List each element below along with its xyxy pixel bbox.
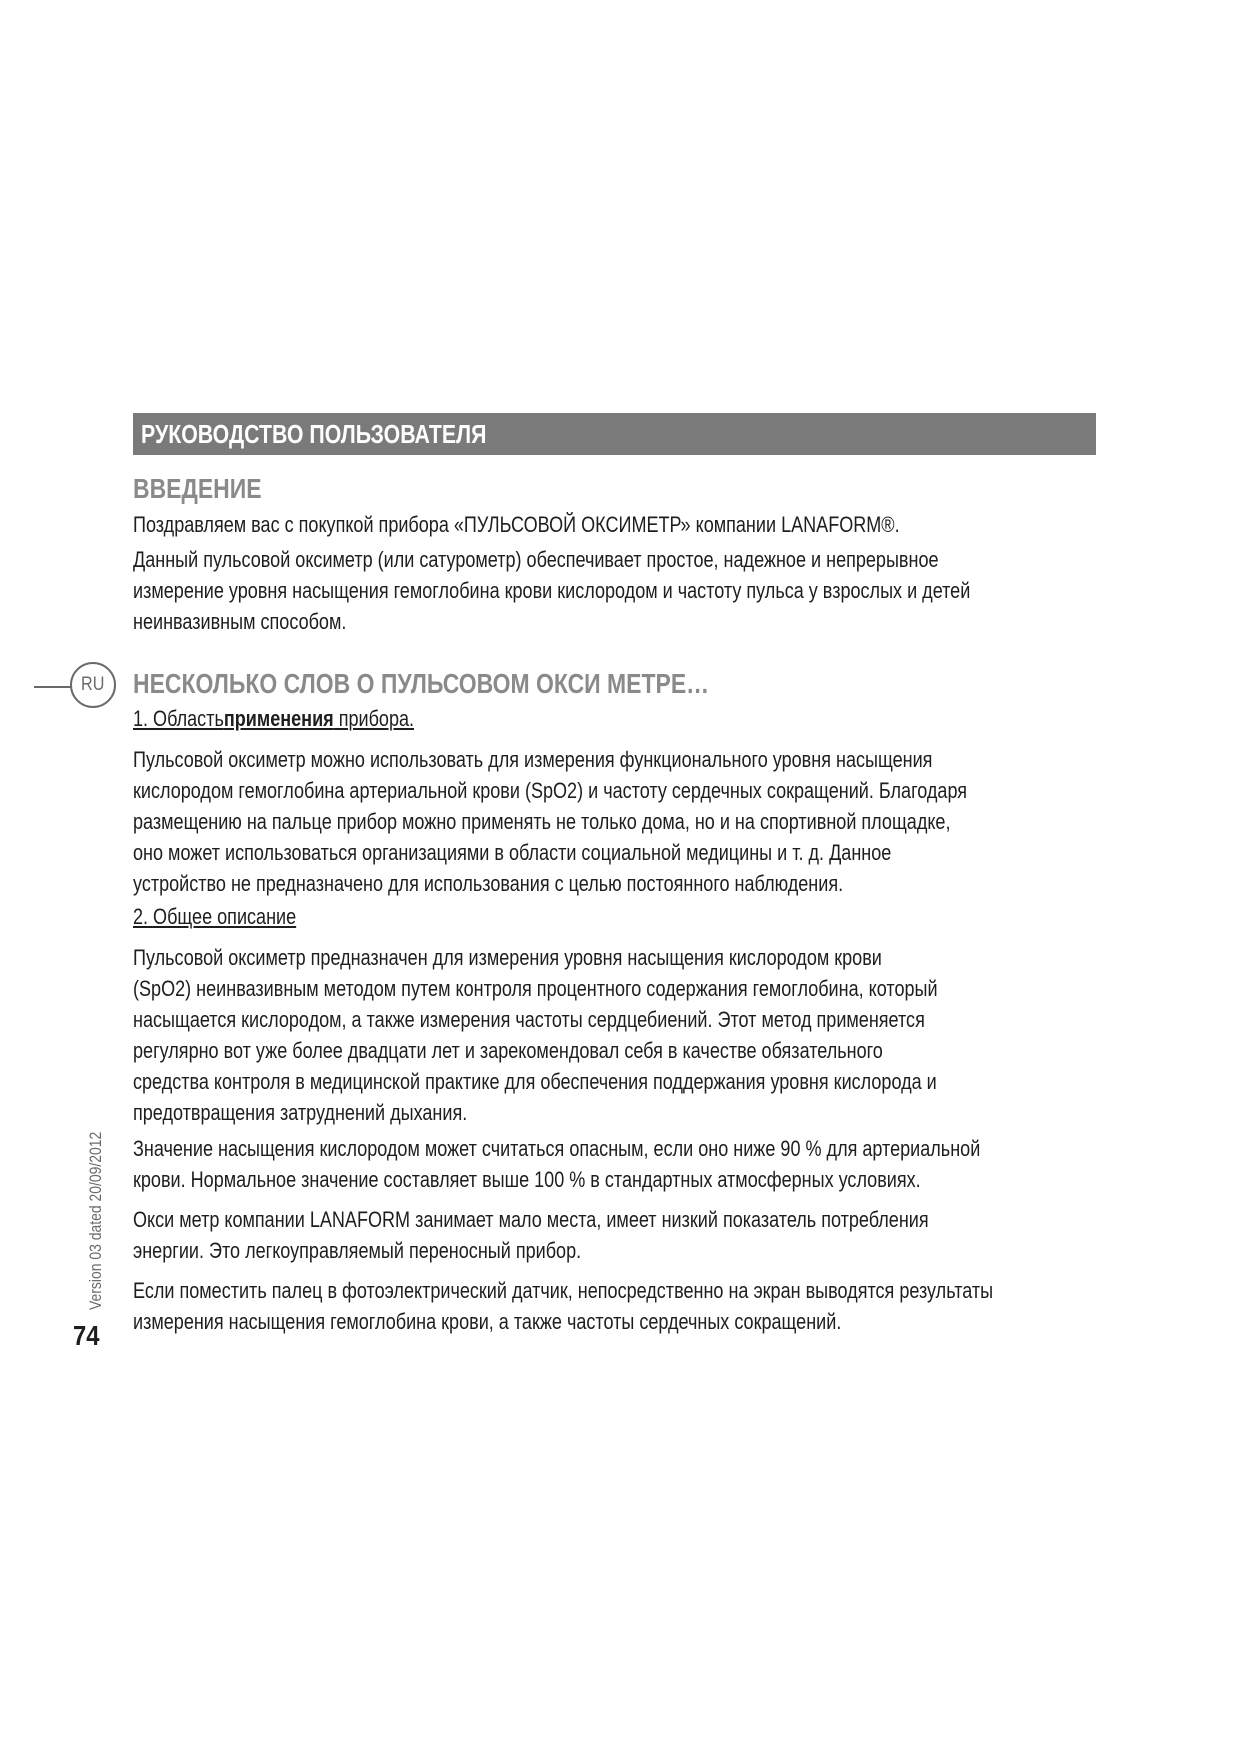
marker-line	[34, 686, 72, 688]
subsection-2-heading: 2. Общее описание	[133, 904, 297, 929]
subsection-1-text	[133, 744, 1143, 899]
text-line: (SpO2) неинвазивным методом путем контроля процентного содержания гемоглобина, который	[133, 976, 938, 1001]
text-line: Окси метр компании LANAFORM занимает мало места, имеет низкий показатель потребления	[133, 1207, 929, 1232]
manual-title-bar	[133, 413, 1096, 455]
subsection-2-para-4	[133, 1275, 1143, 1337]
text-line: энергии. Это легкоуправляемый переносный прибор.	[133, 1238, 582, 1263]
text-line: устройство не предназначено для использования с целью постоянного наблюдения.	[133, 871, 844, 896]
text-line: Если поместить палец в фотоэлектрический датчик, непосредственно на экран выводятся результаты	[133, 1278, 994, 1303]
text-line: крови. Нормальное значение составляет выше 100 % в стандартных атмосферных условиях.	[133, 1167, 921, 1192]
text-line: предотвращения затруднений дыхания.	[133, 1100, 468, 1125]
page-number: 74	[73, 1320, 100, 1351]
subsection-2-para-2	[133, 1133, 1143, 1195]
intro-heading: ВВЕДЕНИЕ	[133, 473, 262, 504]
subsection-2-para-1	[133, 942, 1143, 1128]
about-heading: НЕСКОЛЬКО СЛОВ О ПУЛЬСОВОМ ОКСИ МЕТРЕ…	[133, 668, 710, 699]
text-line: размещению на пальце прибор можно применять не только дома, но и на спортивной площадке,	[133, 809, 951, 834]
text-line: Пульсовой оксиметр можно использовать для измерения функционального уровня насыщения	[133, 747, 933, 772]
intro-line: Данный пульсовой оксиметр (или сатурометр) обеспечивает простое, надежное и непрерывное	[133, 547, 939, 572]
language-badge: RU	[70, 662, 116, 708]
text-line: Пульсовой оксиметр предназначен для измерения уровня насыщения кислородом крови	[133, 945, 882, 970]
subsection-2-para-3	[133, 1204, 1143, 1266]
version-label: Version 03 dated 20/09/2012	[86, 1131, 105, 1310]
intro-line: Поздравляем вас с покупкой прибора «ПУЛЬСОВОЙ ОКСИМЕТР» компании LANAFORM®.	[133, 512, 900, 537]
text-line: оно может использоваться организациями в области социальной медицины и т. д. Данное	[133, 840, 892, 865]
intro-text	[133, 509, 1143, 637]
intro-line: измерение уровня насыщения гемоглобина крови кислородом и частоту пульса у взрослых и детей	[133, 578, 971, 603]
text-line: регулярно вот уже более двадцати лет и зарекомендовал себя в качестве обязательного	[133, 1038, 883, 1063]
text-line: кислородом гемоглобина артериальной крови (SpO2) и частоту сердечных сокращений. Благодаря	[133, 778, 968, 803]
language-marker	[34, 662, 114, 710]
text-line: средства контроля в медицинской практике для обеспечения поддержания уровня кислорода и	[133, 1069, 937, 1094]
text-line: насыщается кислородом, а также измерения частоты сердцебиений. Этот метод применяется	[133, 1007, 925, 1032]
intro-line: неинвазивным способом.	[133, 609, 347, 634]
manual-title: РУКОВОДСТВО ПОЛЬЗОВАТЕЛЯ	[141, 419, 487, 449]
text-line: Значение насыщения кислородом может считаться опасным, если оно ниже 90 % для артериальной	[133, 1136, 981, 1161]
subsection-1-heading: 1. Областьприменения прибора.	[133, 706, 415, 731]
text-line: измерения насыщения гемоглобина крови, а также частоты сердечных сокращений.	[133, 1309, 842, 1334]
